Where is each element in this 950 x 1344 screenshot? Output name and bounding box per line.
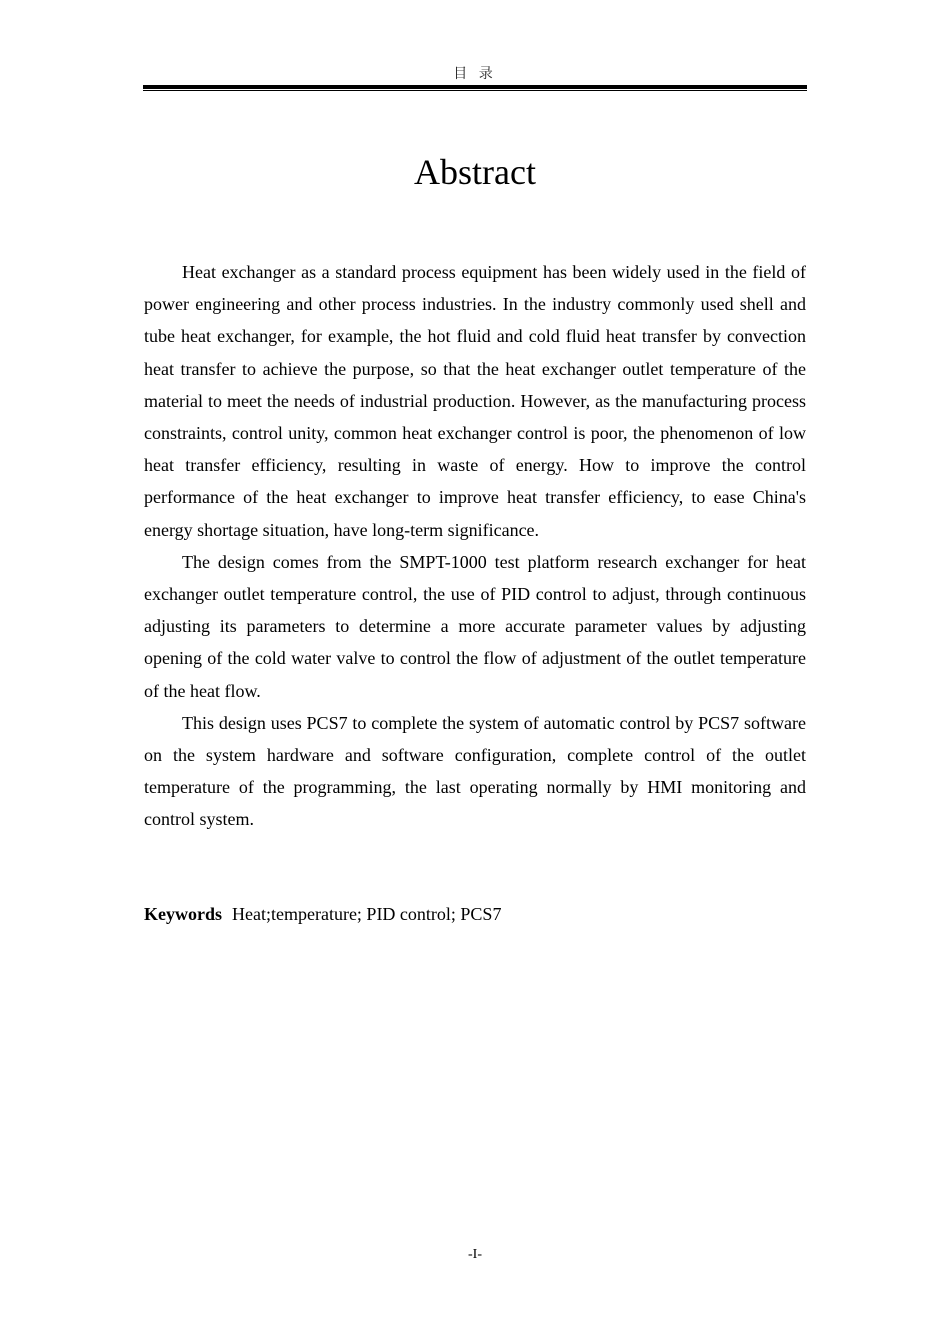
page-title: Abstract	[414, 152, 536, 192]
abstract-paragraph-2: The design comes from the SMPT-1000 test platform research exchanger for heat exchanger outlet temperature control, the use of PID control to adjust, through continuous adjusting its parameters to determine a more accurate parameter values by adjusting opening of the cold water valve to control the flow of adjustment of the outlet temperature of the heat flow.	[144, 551, 806, 701]
running-header: 目 录	[453, 67, 497, 82]
abstract-paragraph-3: This design uses PCS7 to complete the system of automatic control by PCS7 software on the system hardware and software configuration, complete control of the outlet temperature of the programming, the last operating normally by HMI monitoring and control system.	[144, 712, 806, 830]
keywords-value: Heat;temperature; PID control; PCS7	[232, 904, 502, 924]
page-number: -I-	[468, 1247, 482, 1262]
abstract-body	[144, 256, 806, 836]
header-rule-thick	[143, 85, 807, 89]
abstract-paragraph-1: Heat exchanger as a standard process equipment has been widely used in the field of power engineering and other process industries. In the industry commonly used shell and tube heat exchanger, for example, the hot fluid and cold fluid heat transfer by convection heat transfer to achieve the purpose, so that the heat exchanger outlet temperature of the material to meet the needs of industrial production. However, as the manufacturing process constraints, control unity, common heat exchanger control is poor, the phenomenon of low heat transfer efficiency, resulting in waste of energy. How to improve the control performance of the heat exchanger to improve heat transfer efficiency, to ease China's energy shortage situation, have long-term significance.	[144, 262, 806, 540]
keywords-label: Keywords	[144, 904, 222, 924]
keywords-line	[144, 898, 806, 930]
header-rule-thin	[143, 90, 807, 91]
